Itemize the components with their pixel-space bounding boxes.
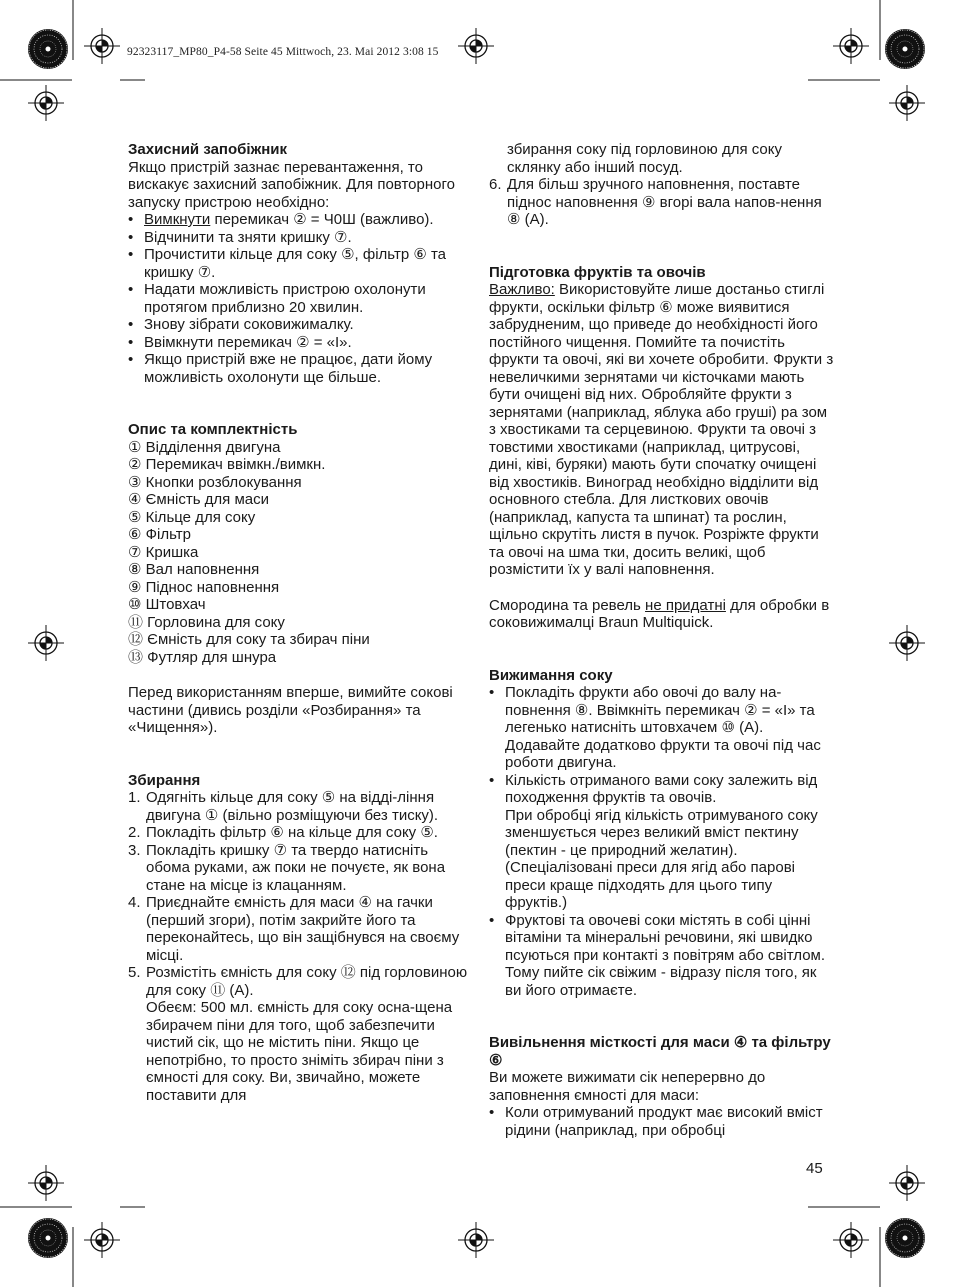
part-item: ⑬ Футляр для шнура <box>128 648 277 666</box>
section-juicing <box>489 667 834 1000</box>
left-column <box>128 141 473 1104</box>
underlined-text: Важливо: <box>489 281 555 298</box>
item-note: Обеєм: 500 мл. ємність для соку осна-щена збирачем піни для того, щоб забезпечити чистий сік, що не містить піни. Якщо це непотрібно, то просто зніміть збирач піни з ємності для соку. Ви, звичайно, можете поставити для <box>146 999 453 1104</box>
part-item: ⑫ Ємність для соку та збирач піни <box>128 631 370 648</box>
item-text: Покладіть кришку ⑦ та твердо натисніть обома руками, аж поки не почуєте, як вона стане на місце із клацанням. <box>146 841 446 894</box>
part-item: ① Відділення двигуна <box>128 438 281 456</box>
list-item <box>128 894 473 964</box>
list-item <box>128 842 473 895</box>
bullet-list <box>489 684 834 999</box>
list-item <box>489 176 834 229</box>
section-title: Захисний запобіжник <box>128 141 287 158</box>
section-assembly <box>128 772 473 1105</box>
item-number: 6. <box>489 176 502 193</box>
body-text: для обробки в соковижималці Braun Multiquick. <box>489 596 830 631</box>
item-text: Розмістіть ємність для соку ⑫ під горловиною для соку ⑪ (A). <box>146 964 468 999</box>
section-title: Вижимання соку <box>489 666 613 684</box>
paragraph <box>489 281 834 579</box>
right-column <box>489 141 834 1139</box>
list-item <box>128 789 473 824</box>
item-text: збирання соку під горловиною для соку склянку або інший посуд. <box>507 141 783 176</box>
section-title: Опис та комплектність <box>128 421 298 438</box>
item-number: 4. <box>128 894 141 911</box>
item-text: Кількість отриманого вами соку залежить від походження фруктів та овочів. <box>505 771 818 806</box>
section-title: Підготовка фруктів та овочів <box>489 263 706 281</box>
part-item: ⑩ Штовхач <box>128 596 206 613</box>
part-item: ⑤ Кільце для соку <box>128 508 256 526</box>
list-item: • Надати можливість пристрою охолонути протягом приблизно 20 хвилин. <box>128 281 473 316</box>
page-number: 45 <box>806 1160 823 1177</box>
list-item: • Якщо пристрій вже не працює, дати йому можливість охолонути ще більше. <box>128 351 473 386</box>
part-item: ④ Ємність для маси <box>128 491 270 508</box>
part-item: ⑥ Фільтр <box>128 526 191 543</box>
section-fruit-preparation <box>489 264 834 632</box>
section-intro: Якщо пристрій зазнає перевантаження, то вискакує захисний запобіжник. Для повторного запуску пристрою необхідно: <box>128 158 455 211</box>
list-item <box>128 964 473 1104</box>
list-item: • Відчинити та зняти кришку ⑦. <box>128 229 473 247</box>
item-note: При обробці ягід кількість отримуваного соку зменшується через великий вміст пектину (пектин - це природний желатин). (Спеціалізовані преси для ягід або парові преси краще підходять для цього типу фруктів.) <box>505 806 818 911</box>
paragraph: Ви можете вижимати сік неперервно до заповнення ємності для маси: <box>489 1069 766 1104</box>
part-item: ③ Кнопки розблокування <box>128 473 302 491</box>
numbered-list-continued <box>489 141 834 229</box>
part-item: ② Перемикач ввімкн./вимкн. <box>128 456 326 473</box>
item-number: 2. <box>128 824 141 841</box>
parts-list <box>128 439 473 667</box>
bullet-list <box>489 1104 834 1139</box>
list-item: • Знову зібрати соковижималку. <box>128 316 473 334</box>
section-title: Збирання <box>128 771 201 789</box>
section-emptying <box>489 1034 834 1139</box>
list-item <box>489 772 834 912</box>
section-protective-fuse <box>128 141 473 386</box>
bullet-list <box>128 211 473 386</box>
section-description <box>128 421 473 737</box>
part-item: ⑪ Горловина для соку <box>128 613 285 631</box>
print-header: 92323117_MP80_P4-58 Seite 45 Mittwoch, 23. Mai 2012 3:08 15 <box>127 46 439 58</box>
list-item <box>489 141 834 176</box>
item-text: Для більш зручного наповнення, поставте піднос наповнення ⑨ вгорі вала напов-нення ⑧ (A). <box>507 176 822 228</box>
list-item: • Прочистити кільце для соку ⑤, фільтр ⑥ та кришку ⑦. <box>128 246 473 281</box>
item-text: перемикач ② = Ч0Ш (важливо). <box>210 211 434 228</box>
list-item <box>128 211 473 229</box>
item-text: Покладіть фільтр ⑥ на кільце для соку ⑤. <box>146 824 438 841</box>
body-text: Смородина та ревель <box>489 596 646 614</box>
paragraph: Перед використанням вперше, вимийте сокові частини (дивись розділи «Розбирання» та «Чищення»). <box>128 684 453 736</box>
item-number: 1. <box>128 789 141 806</box>
part-item: ⑧ Вал наповнення <box>128 561 260 578</box>
item-text: Одягніть кільце для соку ⑤ на відді-ління двигуна ① (вільно розміщуючи без тиску). <box>146 789 439 824</box>
part-item: ⑨ Піднос наповнення <box>128 578 280 596</box>
underlined-text: Вимкнути <box>144 211 211 228</box>
item-number: 5. <box>128 964 141 981</box>
underlined-text: не придатні <box>645 596 726 614</box>
paragraph <box>489 597 834 632</box>
list-item: • Ввімкнути перемикач ② = «I». <box>128 334 473 352</box>
section-title: Вивільнення місткості для маси ④ та фільтру ⑥ <box>489 1034 831 1069</box>
part-item: ⑦ Кришка <box>128 543 199 561</box>
body-text: Використовуйте лише достаньо стиглі фрукти, оскільки фільтр ⑥ може виявитися забрудненим, що приведе до необхідності його постійного чищення. Помийте та почистіть фрукти та овочі, які ви хочете обробити. Фрукти з невеличкими зернятами чи кісточками мають бути очищені від них. Обробляйте фрукти з зернятами (наприклад, яблука або груші) ра зом з хвостиками та серцевиною. Фрукти та овочі з товстими хвостиками (наприклад, цитрусові, дині, ківі, буряки) мають бути спочатку очищені від хвостиків. Виноград необхідно відділити від основного стебла. Для листкових овочів (наприклад, капуста та шпинат) та рослин, щільно скрутіть листя в пучок. Розріжте фрукти та овочі на шма тки, досить великі, щоб розмістити їх у валі наповнення. <box>489 281 834 578</box>
item-number: 3. <box>128 841 141 859</box>
list-item: • Покладіть фрукти або овочі до валу на-повнення ⑧. Ввімкніть перемикач ② = «I» та легенько натисніть штовхачем ⑩ (A). Додавайте додатково фрукти та овочі під час роботи двигуна. <box>489 684 834 772</box>
list-item: • Коли отримуваний продукт має високий вміст рідини (наприклад, при обробці <box>489 1104 834 1139</box>
item-text: Приєднайте ємність для маси ④ на гачки (перший згори), потім закрийте його та переконайтесь, що він защібнувся на своєму місці. <box>146 894 460 964</box>
list-item <box>128 824 473 842</box>
list-item: • Фруктові та овочеві соки містять в собі цінні вітаміни та мінеральні речовини, які швидко псуються при контакті з повітрям або світлом. Тому пийте сік свіжим - відразу після того, як ви його отримаєте. <box>489 912 834 1000</box>
numbered-list <box>128 789 473 1104</box>
